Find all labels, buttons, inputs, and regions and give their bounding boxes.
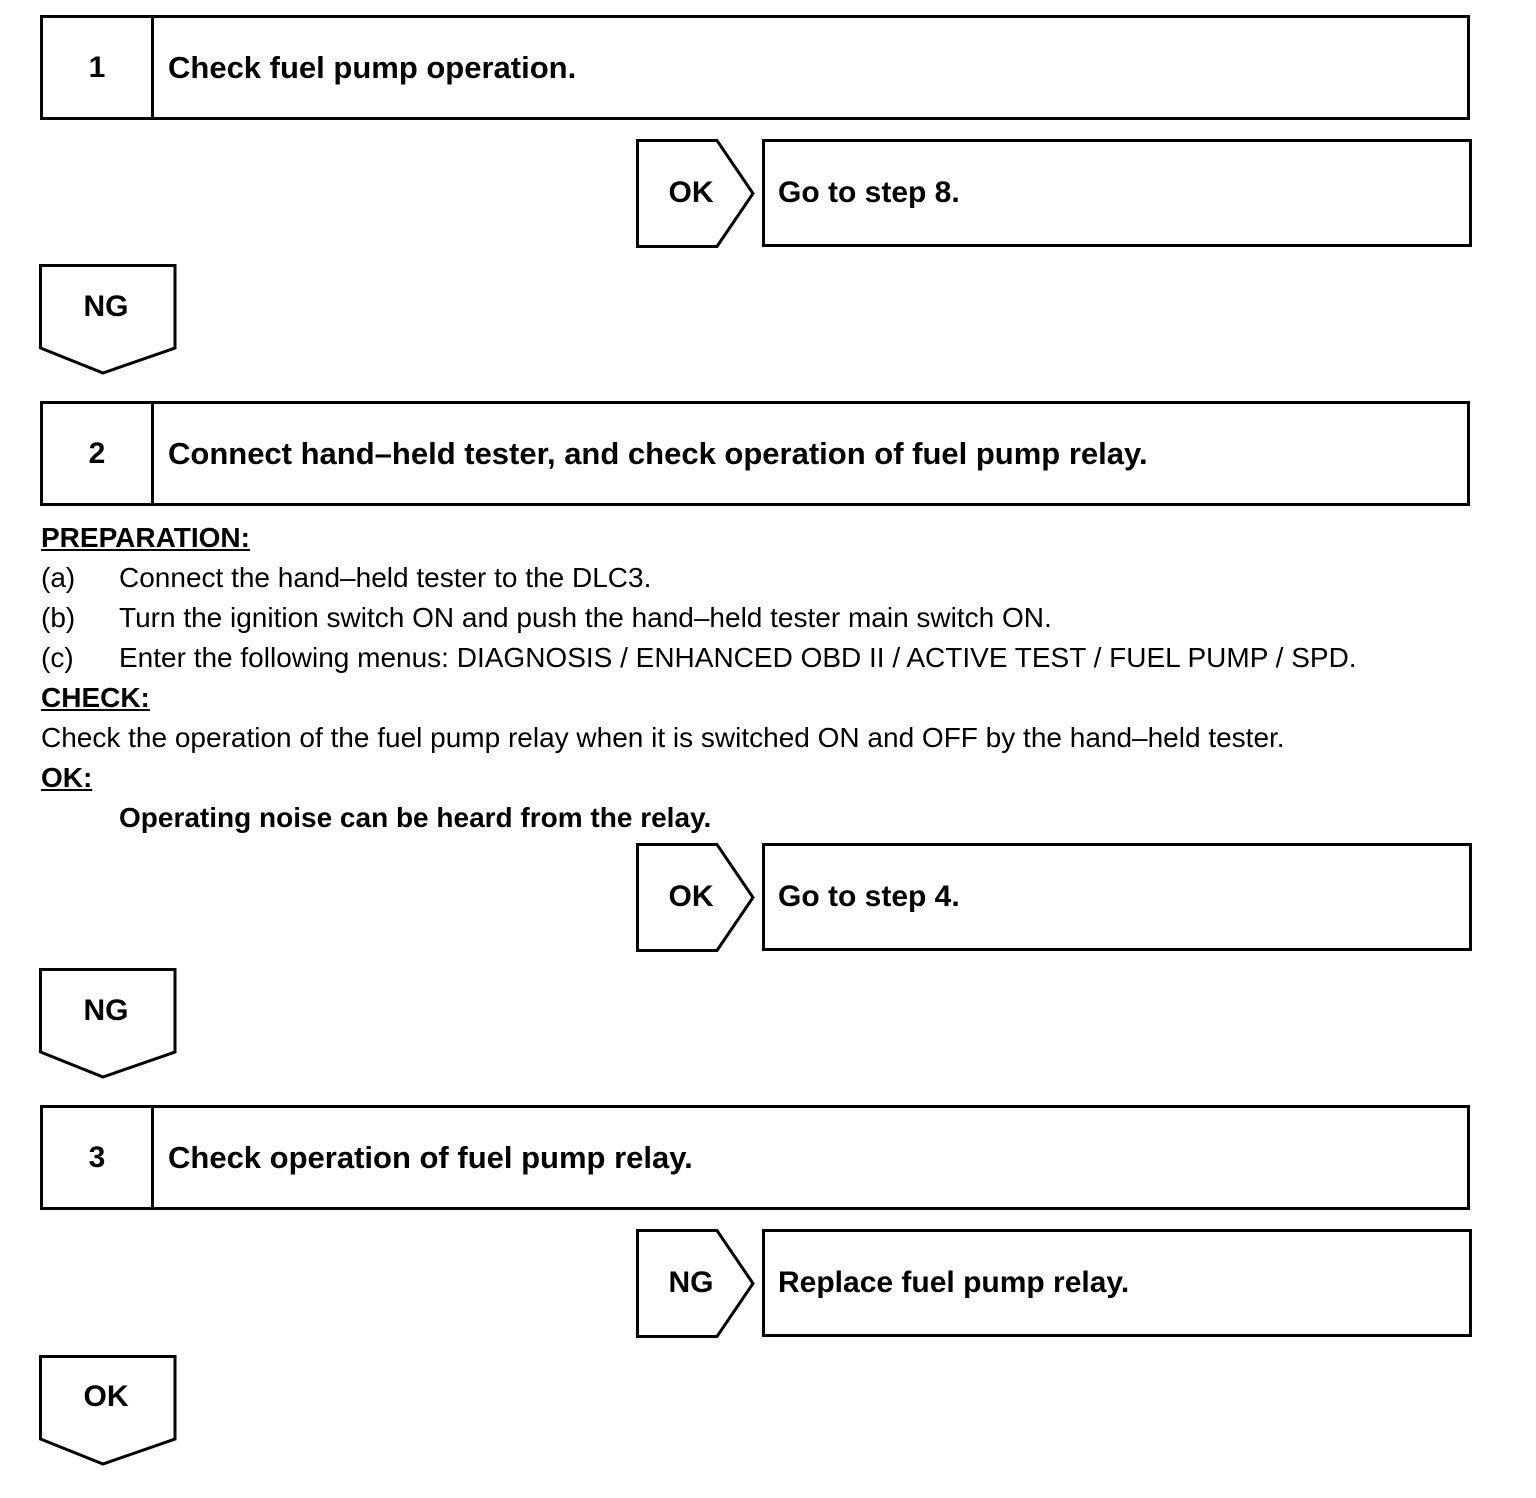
ok-text: Operating noise can be heard from the relay.: [119, 802, 712, 833]
check-heading: CHECK:: [41, 682, 150, 713]
prep-item-text: Connect the hand–held tester to the DLC3.: [119, 562, 652, 593]
step-3-box: [40, 1105, 1470, 1210]
prep-item-label: (b): [41, 602, 76, 633]
step-number: 3: [43, 1108, 154, 1207]
step-title: Connect hand–held tester, and check operation of fuel pump relay.: [168, 435, 1148, 471]
branch-label-ng: NG: [83, 290, 129, 323]
step-title: Check operation of fuel pump relay.: [168, 1139, 693, 1175]
branch-label-ok: OK: [668, 176, 714, 209]
prep-item-label: (c): [41, 642, 74, 673]
branch-label-ng: NG: [83, 994, 129, 1027]
branch-label-ok: OK: [83, 1380, 129, 1413]
prep-item-text: Enter the following menus: DIAGNOSIS / ENHANCED OBD II / ACTIVE TEST / FUEL PUMP / SPD.: [119, 642, 1357, 673]
step-1-box: [40, 15, 1470, 120]
branch-label-ng: NG: [668, 1266, 714, 1299]
step-number: 1: [43, 18, 154, 117]
result-box: Go to step 8.: [762, 139, 1472, 247]
result-box: Go to step 4.: [762, 843, 1472, 951]
preparation-heading: PREPARATION:: [41, 522, 250, 553]
result-box: Replace fuel pump relay.: [762, 1229, 1472, 1337]
ok-heading: OK:: [41, 762, 93, 793]
step-2-box: [40, 401, 1470, 506]
prep-item-label: (a): [41, 562, 76, 593]
check-text: Check the operation of the fuel pump relay when it is switched ON and OFF by the hand–held tester.: [41, 722, 1285, 753]
step-number: 2: [43, 404, 154, 503]
step-title: Check fuel pump operation.: [168, 49, 577, 85]
prep-item-text: Turn the ignition switch ON and push the hand–held tester main switch ON.: [119, 602, 1052, 633]
branch-label-ok: OK: [668, 880, 714, 913]
